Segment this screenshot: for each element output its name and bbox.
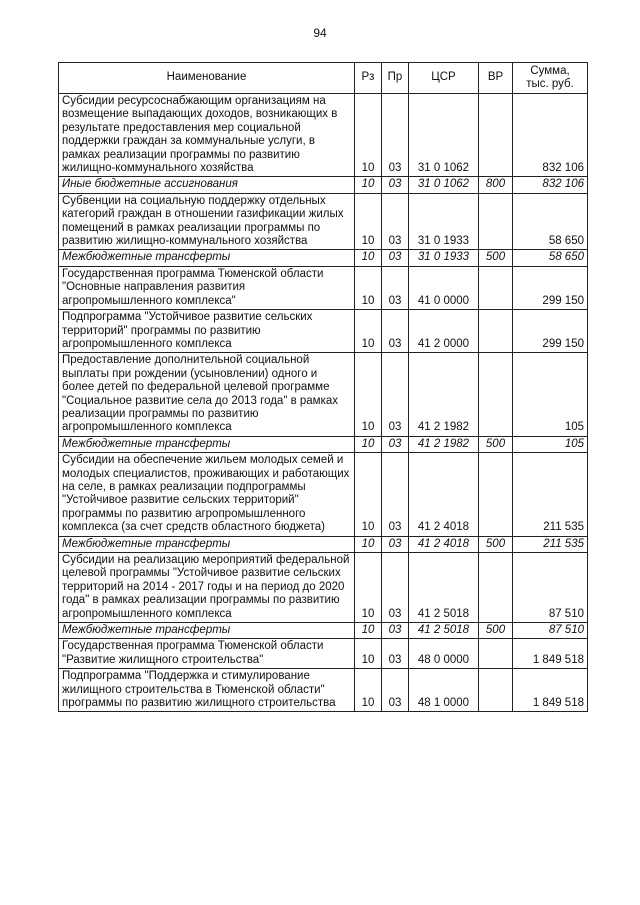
row-name: Межбюджетные трансферты bbox=[59, 436, 355, 452]
row-vr: 500 bbox=[479, 623, 513, 639]
row-pr: 03 bbox=[382, 353, 409, 436]
header-csr: ЦСР bbox=[409, 63, 479, 94]
page-number: 94 bbox=[313, 26, 327, 40]
table-row bbox=[59, 310, 588, 353]
row-name: Межбюджетные трансферты bbox=[59, 536, 355, 552]
row-pr: 03 bbox=[382, 639, 409, 669]
row-name: Субсидии на реализацию мероприятий федеральной целевой программы "Устойчивое развитие сельских территорий на 2014 - 2017 годы и на период до 2020 года" в рамках реализации программы по развитию агропромышленного комплекса bbox=[59, 553, 355, 623]
row-rz: 10 bbox=[355, 177, 382, 193]
header-name: Наименование bbox=[59, 63, 355, 94]
row-csr: 41 2 1982 bbox=[409, 353, 479, 436]
row-csr: 31 0 1062 bbox=[409, 94, 479, 177]
row-pr: 03 bbox=[382, 193, 409, 250]
row-vr: 500 bbox=[479, 250, 513, 266]
table-row bbox=[59, 436, 588, 452]
table-header-row bbox=[59, 63, 588, 94]
table-row bbox=[59, 94, 588, 177]
row-vr bbox=[479, 353, 513, 436]
row-sum: 832 106 bbox=[513, 177, 588, 193]
row-rz: 10 bbox=[355, 639, 382, 669]
row-rz: 10 bbox=[355, 94, 382, 177]
row-pr: 03 bbox=[382, 436, 409, 452]
row-pr: 03 bbox=[382, 266, 409, 309]
row-vr bbox=[479, 193, 513, 250]
header-rz: Рз bbox=[355, 63, 382, 94]
row-name: Межбюджетные трансферты bbox=[59, 250, 355, 266]
row-pr: 03 bbox=[382, 250, 409, 266]
row-vr: 500 bbox=[479, 536, 513, 552]
row-pr: 03 bbox=[382, 669, 409, 712]
row-name: Подпрограмма "Поддержка и стимулирование жилищного строительства в Тюменской области" программы по развитию жилищного строительства bbox=[59, 669, 355, 712]
row-pr: 03 bbox=[382, 623, 409, 639]
table-row bbox=[59, 536, 588, 552]
row-vr bbox=[479, 553, 513, 623]
header-sum bbox=[513, 63, 588, 94]
table-row bbox=[59, 353, 588, 436]
row-pr: 03 bbox=[382, 553, 409, 623]
row-rz: 10 bbox=[355, 250, 382, 266]
row-name: Субсидии на обеспечение жильем молодых семей и молодых специалистов, проживающих и работающих на селе, в рамках реализации подпрограммы "Устойчивое развитие сельских территорий" программы по развитию агропромышленного комплекса (за счет средств областного бюджета) bbox=[59, 453, 355, 536]
row-rz: 10 bbox=[355, 669, 382, 712]
row-rz: 10 bbox=[355, 310, 382, 353]
table-row bbox=[59, 623, 588, 639]
row-rz: 10 bbox=[355, 623, 382, 639]
row-sum: 1 849 518 bbox=[513, 639, 588, 669]
table-row bbox=[59, 250, 588, 266]
row-pr: 03 bbox=[382, 177, 409, 193]
row-rz: 10 bbox=[355, 536, 382, 552]
row-name: Государственная программа Тюменской области "Развитие жилищного строительства" bbox=[59, 639, 355, 669]
row-rz: 10 bbox=[355, 553, 382, 623]
row-csr: 31 0 1933 bbox=[409, 193, 479, 250]
row-csr: 41 2 0000 bbox=[409, 310, 479, 353]
row-pr: 03 bbox=[382, 453, 409, 536]
row-name: Субсидии ресурсоснабжающим организациям на возмещение выпадающих доходов, возникающих в результате предоставления мер социальной поддержки граждан за коммунальные услуги, в рамках реализации программы по развитию жилищно-коммунального хозяйства bbox=[59, 94, 355, 177]
table-row bbox=[59, 453, 588, 536]
row-csr: 31 0 1062 bbox=[409, 177, 479, 193]
row-vr bbox=[479, 94, 513, 177]
row-sum: 87 510 bbox=[513, 553, 588, 623]
row-sum: 299 150 bbox=[513, 266, 588, 309]
row-pr: 03 bbox=[382, 536, 409, 552]
row-sum: 211 535 bbox=[513, 453, 588, 536]
row-csr: 48 1 0000 bbox=[409, 669, 479, 712]
header-vr: ВР bbox=[479, 63, 513, 94]
row-vr bbox=[479, 639, 513, 669]
table-row bbox=[59, 639, 588, 669]
row-csr: 48 0 0000 bbox=[409, 639, 479, 669]
row-vr: 800 bbox=[479, 177, 513, 193]
row-rz: 10 bbox=[355, 436, 382, 452]
row-rz: 10 bbox=[355, 353, 382, 436]
header-sum-line2: тыс. руб. bbox=[526, 78, 574, 90]
header-sum-line1: Сумма, bbox=[530, 65, 570, 77]
row-sum: 58 650 bbox=[513, 193, 588, 250]
row-name: Подпрограмма "Устойчивое развитие сельских территорий" программы по развитию агропромышленного комплекса bbox=[59, 310, 355, 353]
row-sum: 211 535 bbox=[513, 536, 588, 552]
row-csr: 41 2 5018 bbox=[409, 553, 479, 623]
row-name: Иные бюджетные ассигнования bbox=[59, 177, 355, 193]
table-row bbox=[59, 193, 588, 250]
row-name: Предоставление дополнительной социальной выплаты при рождении (усыновлении) одного и более детей по федеральной целевой программе "Социальное развитие села до 2013 года" в рамках реализации программы по развитию агропромышленного комплекса bbox=[59, 353, 355, 436]
table-row bbox=[59, 177, 588, 193]
row-vr bbox=[479, 266, 513, 309]
row-sum: 832 106 bbox=[513, 94, 588, 177]
row-vr bbox=[479, 669, 513, 712]
row-csr: 41 2 4018 bbox=[409, 536, 479, 552]
row-name: Субвенции на социальную поддержку отдельных категорий граждан в отношении газификации жилых помещений в рамках реализации программы по развитию жилищно-коммунального хозяйства bbox=[59, 193, 355, 250]
row-rz: 10 bbox=[355, 266, 382, 309]
row-vr bbox=[479, 453, 513, 536]
row-sum: 87 510 bbox=[513, 623, 588, 639]
row-rz: 10 bbox=[355, 453, 382, 536]
row-csr: 41 0 0000 bbox=[409, 266, 479, 309]
row-csr: 41 2 5018 bbox=[409, 623, 479, 639]
row-pr: 03 bbox=[382, 310, 409, 353]
header-pr: Пр bbox=[382, 63, 409, 94]
row-sum: 58 650 bbox=[513, 250, 588, 266]
row-sum: 299 150 bbox=[513, 310, 588, 353]
row-name: Государственная программа Тюменской области "Основные направления развития агропромышленного комплекса" bbox=[59, 266, 355, 309]
table-row bbox=[59, 553, 588, 623]
row-csr: 41 2 4018 bbox=[409, 453, 479, 536]
row-vr: 500 bbox=[479, 436, 513, 452]
row-pr: 03 bbox=[382, 94, 409, 177]
table-row bbox=[59, 669, 588, 712]
row-csr: 31 0 1933 bbox=[409, 250, 479, 266]
row-sum: 1 849 518 bbox=[513, 669, 588, 712]
row-sum: 105 bbox=[513, 353, 588, 436]
row-csr: 41 2 1982 bbox=[409, 436, 479, 452]
row-vr bbox=[479, 310, 513, 353]
row-name: Межбюджетные трансферты bbox=[59, 623, 355, 639]
row-sum: 105 bbox=[513, 436, 588, 452]
table-row bbox=[59, 266, 588, 309]
row-rz: 10 bbox=[355, 193, 382, 250]
budget-table bbox=[58, 62, 588, 712]
